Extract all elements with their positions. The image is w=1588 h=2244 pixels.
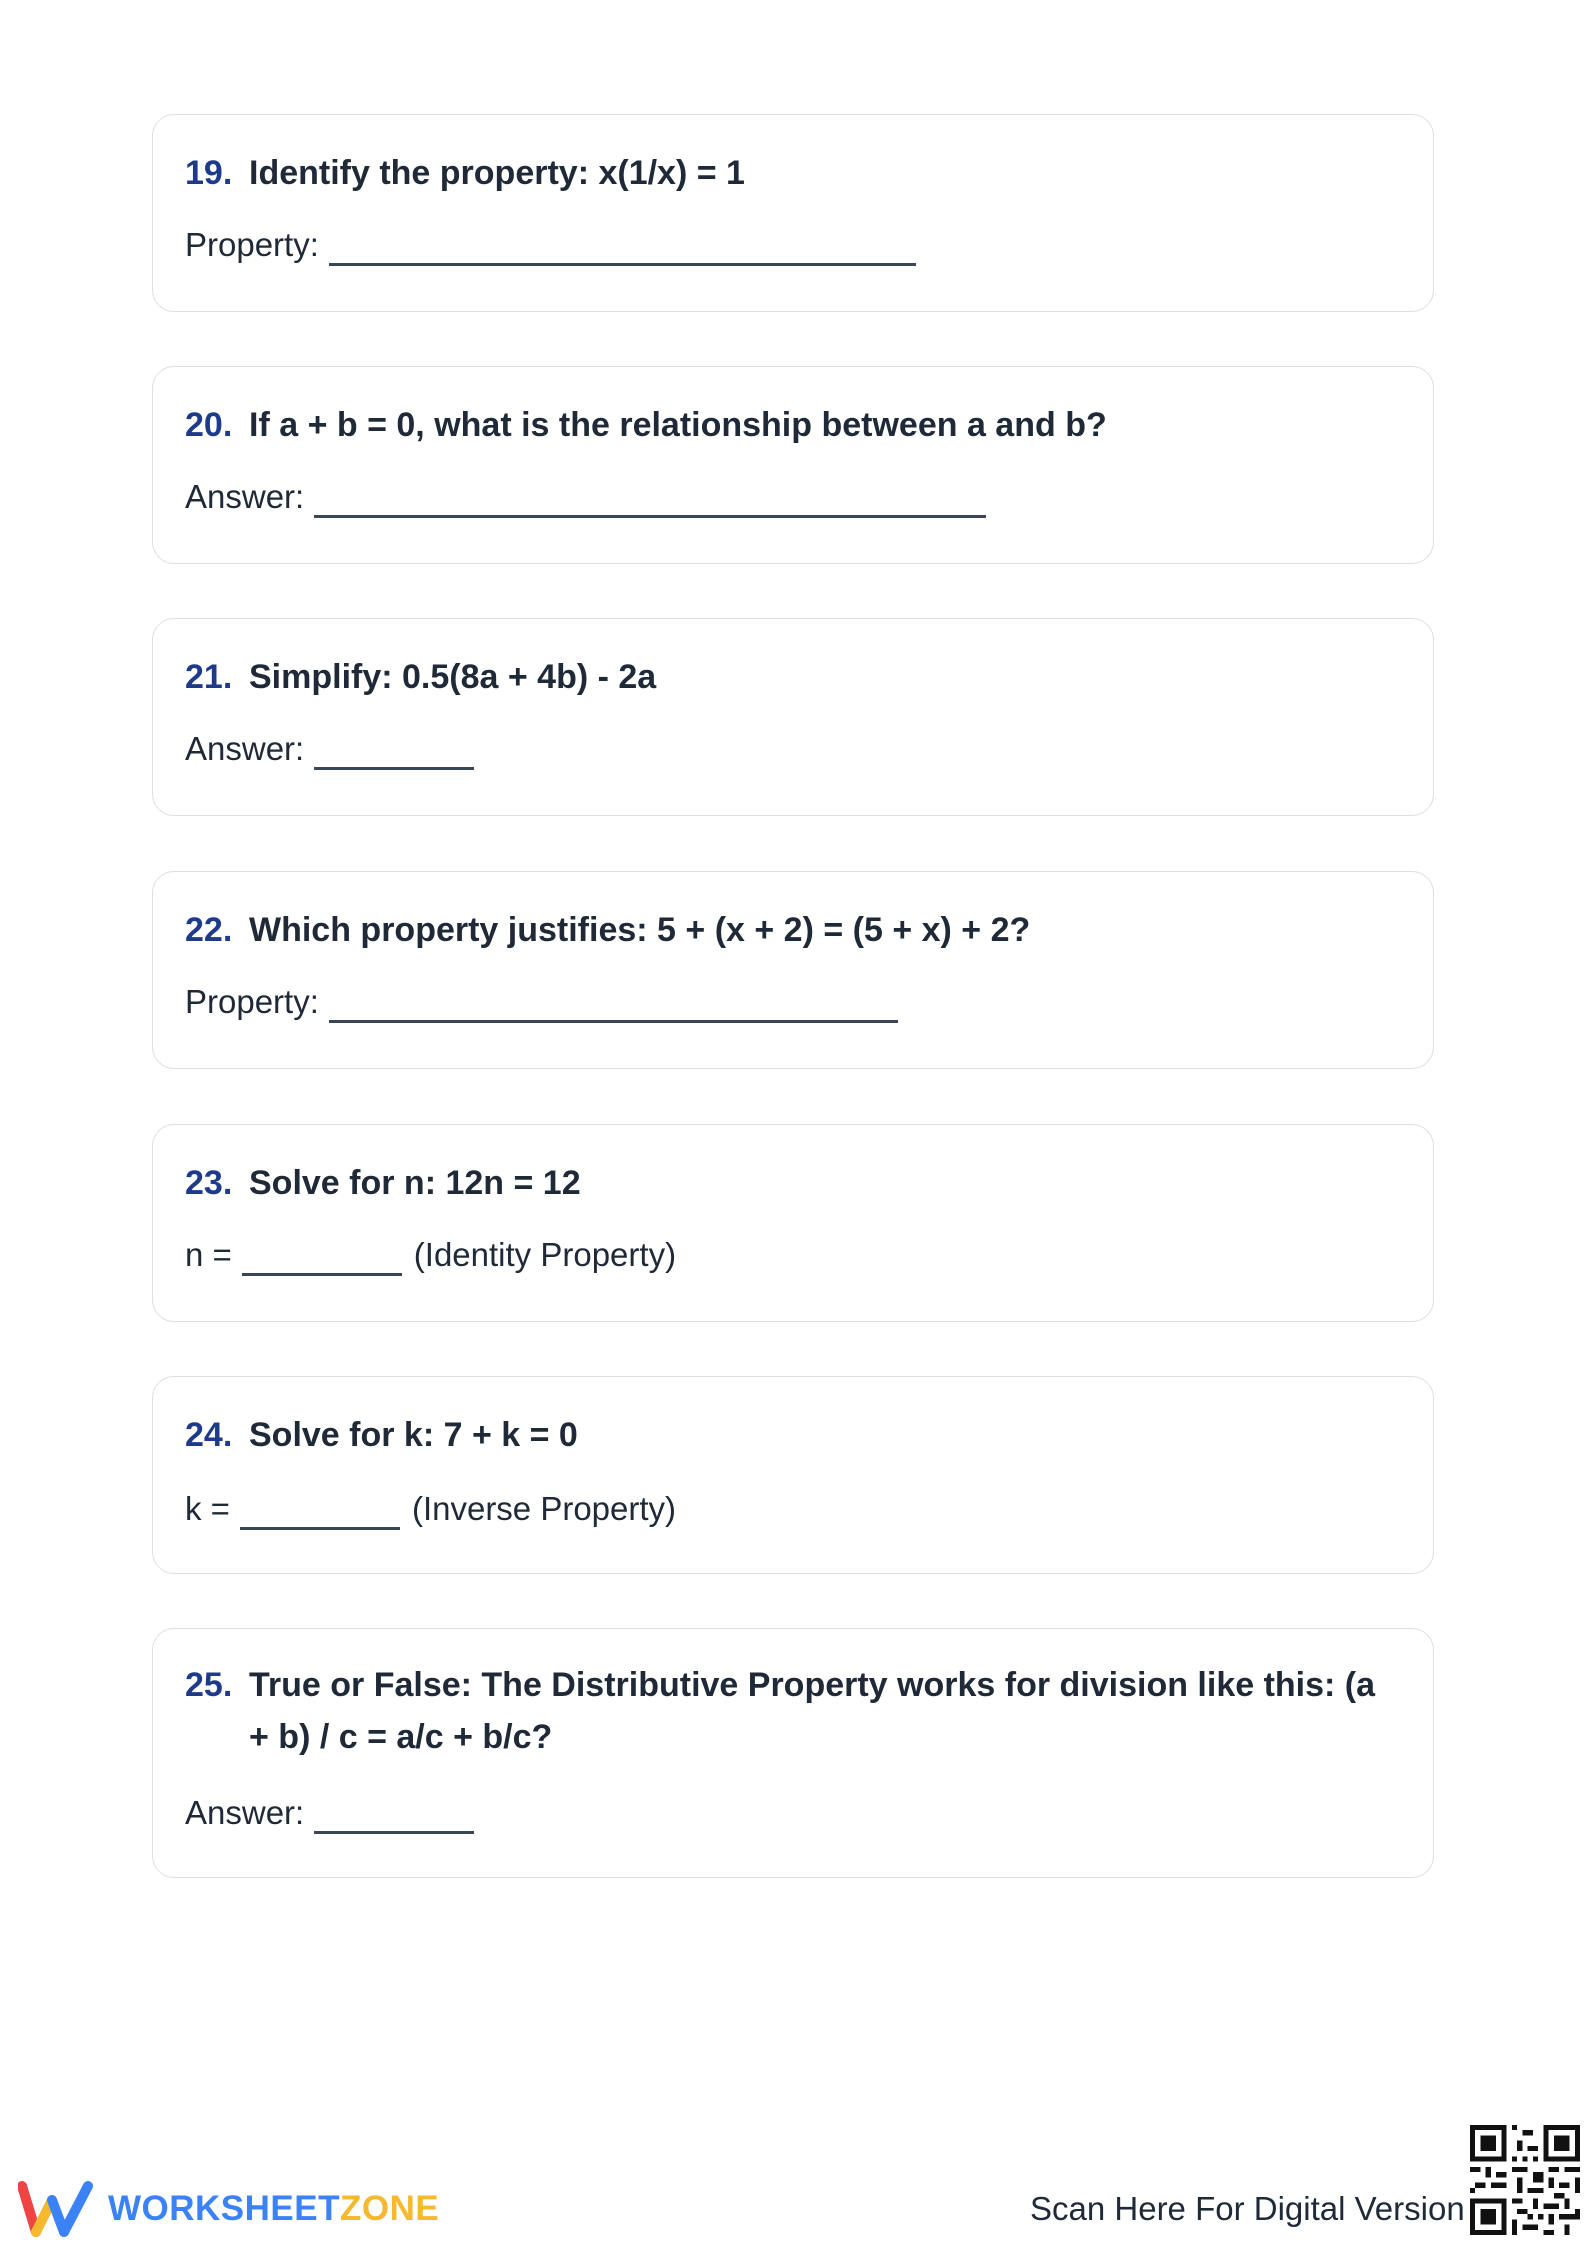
question-number: 24. bbox=[185, 1416, 233, 1454]
answer-blank[interactable] bbox=[314, 477, 986, 518]
answer-label: k = bbox=[185, 1490, 230, 1527]
answer-label: Property: bbox=[185, 226, 319, 263]
answer-line bbox=[185, 1489, 676, 1530]
brand-part1: WORKSHEET bbox=[108, 2189, 340, 2228]
answer-blank[interactable] bbox=[240, 1489, 400, 1530]
question-number: 22. bbox=[185, 911, 233, 949]
answer-hint: (Inverse Property) bbox=[411, 1490, 677, 1527]
question-text: Which property justifies: 5 + (x + 2) = (5 + x) + 2? bbox=[249, 911, 1031, 949]
qr-code-icon[interactable] bbox=[1470, 2125, 1580, 2235]
question-line bbox=[185, 147, 1393, 199]
answer-line bbox=[185, 982, 898, 1023]
answer-blank[interactable] bbox=[329, 225, 916, 266]
answer-line bbox=[185, 225, 916, 266]
answer-line bbox=[185, 729, 474, 770]
answer-blank[interactable] bbox=[314, 1793, 474, 1834]
answer-blank[interactable] bbox=[314, 729, 474, 770]
answer-blank[interactable] bbox=[329, 982, 898, 1023]
answer-hint: (Identity Property) bbox=[413, 1236, 677, 1273]
answer-label: Answer: bbox=[185, 478, 305, 515]
brand-name bbox=[108, 2189, 439, 2229]
answer-blank[interactable] bbox=[242, 1235, 402, 1276]
question-card-24 bbox=[152, 1376, 1434, 1574]
answer-line bbox=[185, 1793, 474, 1834]
question-text: Simplify: 0.5(8a + 4b) - 2a bbox=[249, 658, 657, 696]
question-card-19 bbox=[152, 114, 1434, 312]
footer-logo[interactable] bbox=[18, 2180, 439, 2238]
answer-label: Property: bbox=[185, 983, 319, 1020]
question-card-22 bbox=[152, 871, 1434, 1069]
question-line bbox=[185, 1157, 1393, 1209]
question-card-23 bbox=[152, 1124, 1434, 1322]
question-card-25 bbox=[152, 1628, 1434, 1878]
question-number: 20. bbox=[185, 406, 233, 444]
answer-label: Answer: bbox=[185, 1794, 305, 1831]
answer-label: n = bbox=[185, 1236, 232, 1273]
question-line bbox=[185, 1409, 1393, 1461]
question-line bbox=[185, 1659, 1393, 1763]
brand-part2: ZONE bbox=[340, 2189, 440, 2228]
answer-label: Answer: bbox=[185, 730, 305, 767]
question-number: 25. bbox=[185, 1666, 233, 1704]
question-line bbox=[185, 904, 1393, 956]
question-card-20 bbox=[152, 366, 1434, 564]
question-text: Solve for k: 7 + k = 0 bbox=[249, 1416, 578, 1454]
question-text: True or False: The Distributive Property works for division like this: (a + b) / c = a/c + b/c? bbox=[249, 1666, 1376, 1756]
question-line bbox=[185, 399, 1393, 451]
answer-line bbox=[185, 477, 986, 518]
worksheetzone-logo-icon bbox=[18, 2180, 94, 2238]
question-line bbox=[185, 651, 1393, 703]
question-text: Solve for n: 12n = 12 bbox=[249, 1164, 581, 1202]
scan-text: Scan Here For Digital Version bbox=[1030, 2190, 1465, 2227]
question-number: 19. bbox=[185, 154, 233, 192]
question-number: 21. bbox=[185, 658, 233, 696]
question-card-21 bbox=[152, 618, 1434, 816]
question-text: Identify the property: x(1/x) = 1 bbox=[249, 154, 745, 192]
answer-line bbox=[185, 1235, 676, 1276]
question-text: If a + b = 0, what is the relationship between a and b? bbox=[249, 406, 1107, 444]
question-number: 23. bbox=[185, 1164, 233, 1202]
